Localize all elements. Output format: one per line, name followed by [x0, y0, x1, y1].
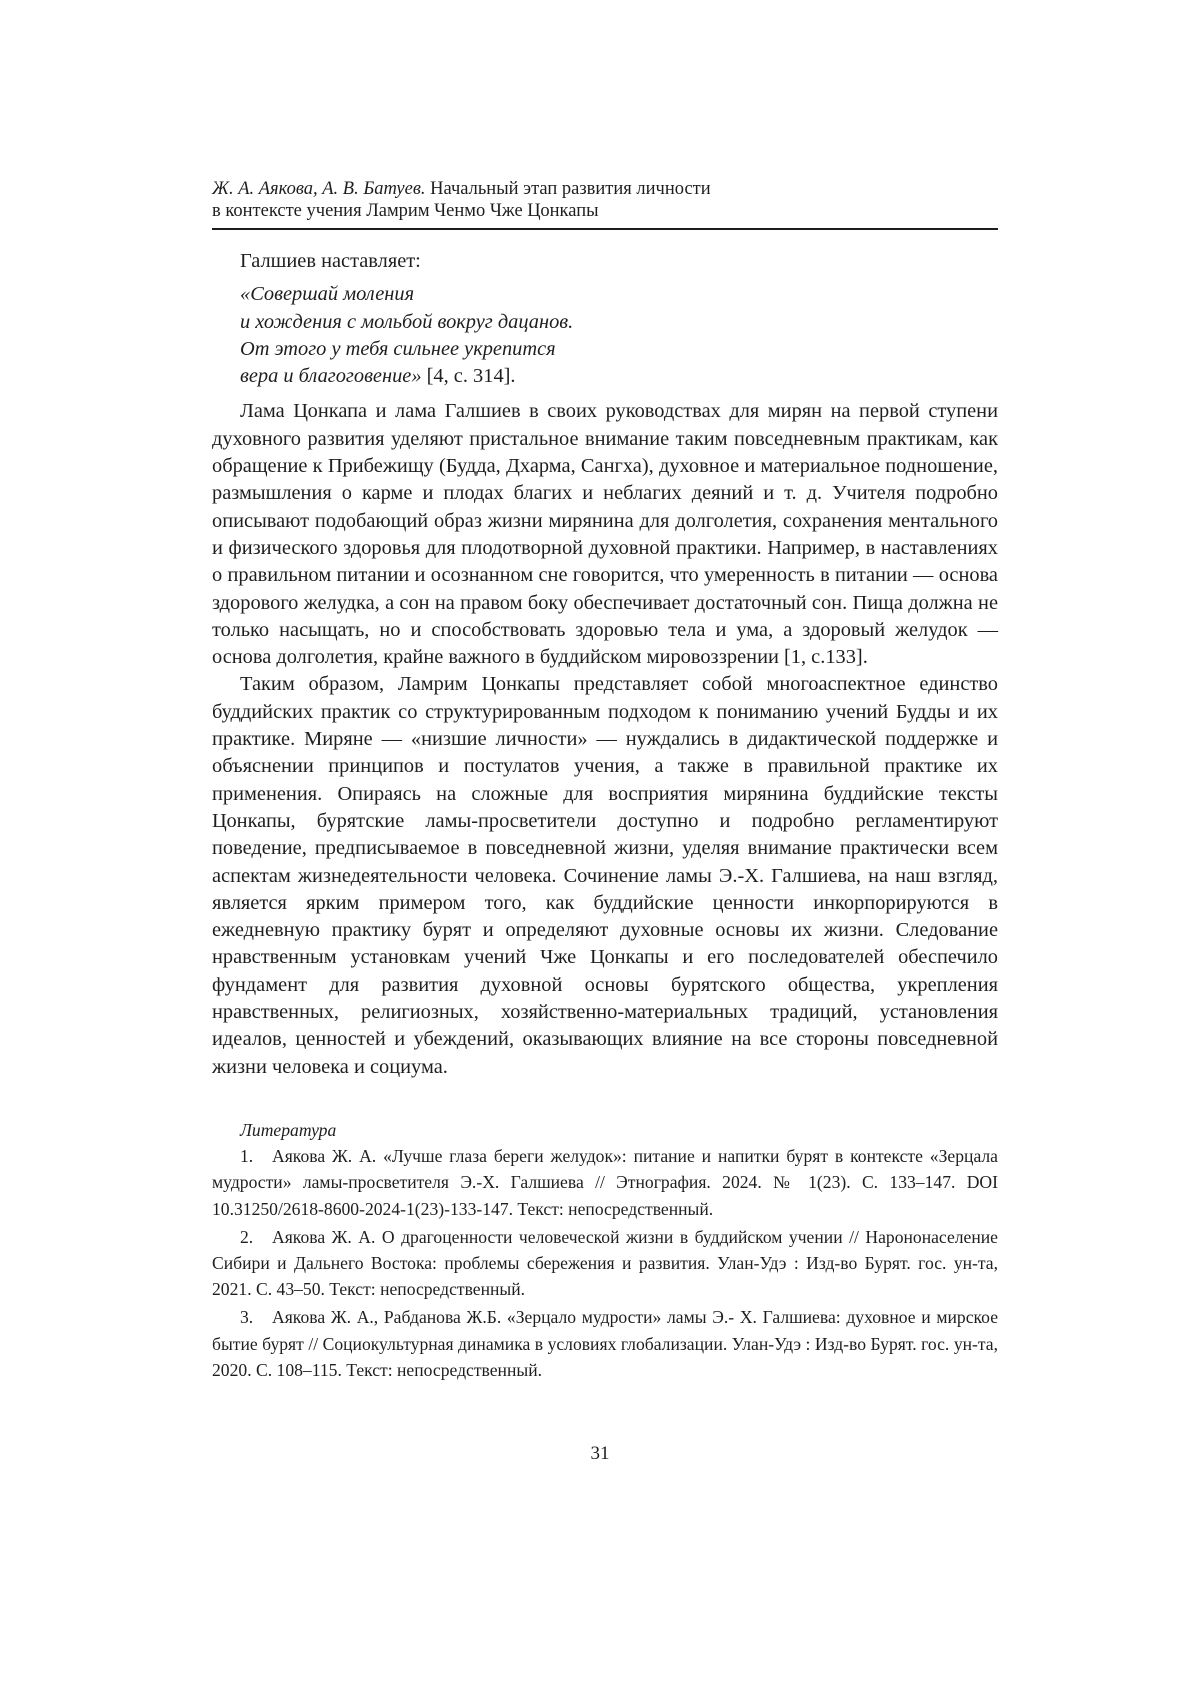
quote-last-text: вера и благоговение» — [240, 365, 422, 387]
header-title-part-2: в контексте учения Ламрим Ченмо Чже Цонкапы — [212, 200, 998, 222]
body-paragraph-1: Лама Цонкапа и лама Галшиев в своих руководствах для мирян на первой ступени духовного развития уделяют пристальное внимание таким повседневным практикам, как обращение к Прибежищу (Будда, Дхарма, Сангха), духовное и материальное подношение, размышления о карме и плодах благих и неблагих деяний и т. д. Учителя подробно описывают подобающий образ жизни мирянина для долголетия, сохранения ментального и физического здоровья для плод­отворной духовной практики. Например, в наставлениях о правильном питании и осознанном сне говорится, что умеренность в питании — основа здорового желудка, а сон на правом боку обеспечивает достаточный сон. Пища должна не только насыщать, но и способствовать здоровью тела и ума, а здоровый желудок — основа долголетия, крайне важного в буддийском мировоззрении [1, с.133]. — [212, 398, 998, 671]
reference-number: 2. — [240, 1224, 272, 1250]
reference-text: Аякова Ж. А. О драгоценности человеческой жизни в буддийском учении // Наро­нонаселение Сибири и Дальнего Востока: проблемы сбережения и развития. Улан-Удэ : Изд-во Бурят. гос. ун-та, 2021. С. 43–50. Текст: непосредственный. — [212, 1227, 998, 1299]
quote-line-1: «Совершай моления — [240, 281, 998, 308]
reference-text: Аякова Ж. А., Рабданова Ж.Б. «Зерцало мудрости» ламы Э.- Х. Галшиева: духовное и мирское бытие бурят // Социокультурная динамика в условиях глобализации. Улан-Удэ : Изд-во Бурят. гос. ун-та, 2020. С. 108–115. Текст: непосредственный. — [212, 1307, 998, 1379]
page-number: 31 — [0, 1443, 1200, 1465]
quote-line-4 — [240, 363, 998, 390]
header-rule — [212, 228, 998, 230]
header-authors: Ж. А. Аякова, А. В. Батуев. — [212, 179, 426, 199]
header-title-part-1: Начальный этап развития личности — [430, 179, 711, 199]
reference-number: 3. — [240, 1304, 272, 1330]
running-header — [212, 178, 998, 222]
body-paragraph-2: Таким образом, Ламрим Цонкапы представляет собой многоаспектное единство буддийских практик со структурированным подходом к пониманию учений Будды и их практике. Миряне — «низшие личности» — нуждались в дидактической поддержке и объяснении принципов и постулатов учения, а также в правильной практике их применения. Опираясь на сложные для восприятия мирянина буддий­ские тексты Цонкапы, бурятские ламы-просветители доступно и подробно регла­ментируют поведение, предписываемое в повседневной жизни, уделяя внимание практически всем аспектам жизнедеятельности человека. Сочинение ламы Э.-Х. Галшиева, на наш взгляд, является ярким примером того, как буддийские ценности инкорпорируются в ежедневную практику бурят и определяют духовные основы их жизни. Следование нравственным установкам учений Чже Цонкапы и его последователей обеспечило фундамент для развития духовной основы бурят­ского общества, укрепления нравственных, религиозных, хозяйственно-матери­альных традиций, установления идеалов, ценностей и убеждений, оказывающих влияние на все стороны повседневной жизни человека и социума. — [212, 671, 998, 1080]
references-title: Литература — [212, 1117, 998, 1143]
reference-text: Аякова Ж. А. «Лучше глаза береги желудок»: питание и напитки бурят в контексте «Зерцала мудрости» ламы-просветителя Э.-Х. Галшиева // Этнография. 2024. № 1(23). С. 133–147. DOI 10.31250/2618-8600-2024-1(23)-133-147. Текст: непосредственный. — [212, 1146, 998, 1218]
reference-item — [212, 1224, 998, 1303]
header-line-1 — [212, 178, 998, 200]
quotation-block — [240, 281, 998, 390]
quote-lead-in: Галшиев наставляет: — [240, 248, 998, 275]
quote-citation: [4, с. 314]. — [422, 365, 516, 387]
references-section — [212, 1117, 998, 1383]
page-content — [212, 178, 998, 1385]
quote-line-2: и хождения с мольбой вокруг дацанов. — [240, 309, 998, 336]
quote-line-3: От этого у тебя сильнее укрепится — [240, 336, 998, 363]
reference-number: 1. — [240, 1143, 272, 1169]
reference-item — [212, 1143, 998, 1222]
reference-item — [212, 1304, 998, 1383]
